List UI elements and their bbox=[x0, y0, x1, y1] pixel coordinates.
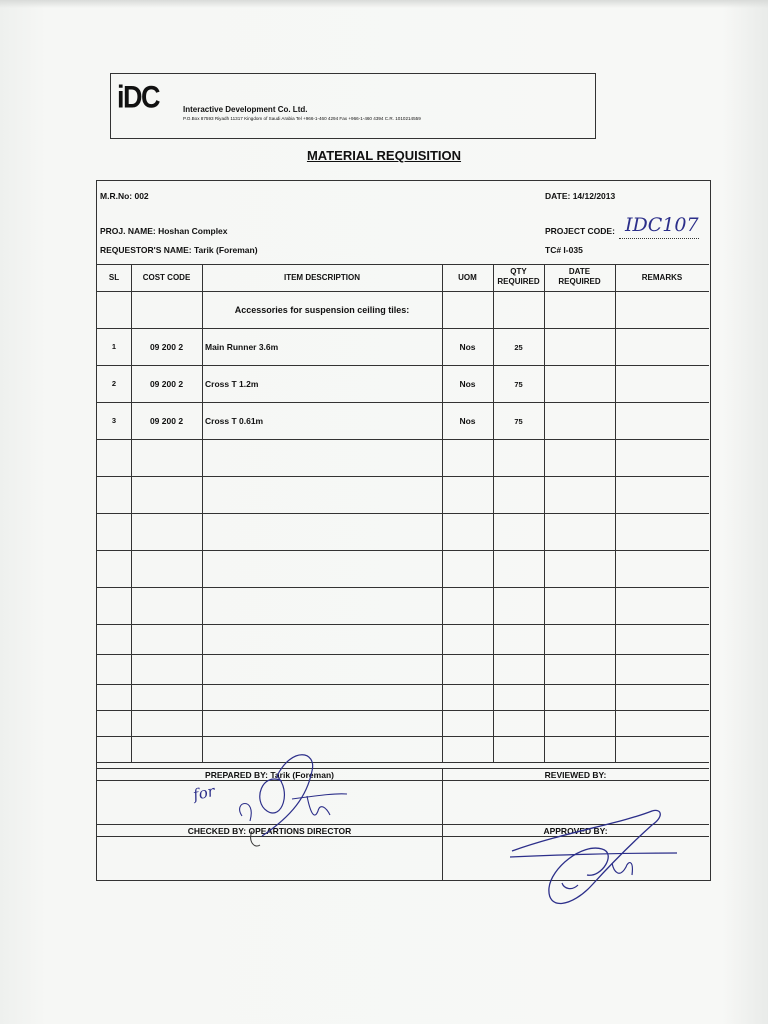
col-header-qty-line2: REQUIRED bbox=[497, 277, 540, 286]
signoff-divider bbox=[442, 768, 443, 880]
company-name: Interactive Development Co. Ltd. bbox=[183, 105, 308, 114]
col-divider bbox=[442, 264, 443, 762]
row-2-cost-code: 09 200 2 bbox=[149, 379, 184, 389]
row-2-description: Cross T 1.2m bbox=[205, 379, 259, 389]
tc-number: TC# I-035 bbox=[545, 245, 583, 255]
row-3-uom: Nos bbox=[459, 416, 476, 426]
col-header-cost-code: COST CODE bbox=[142, 273, 191, 282]
requestor-name: REQUESTOR'S NAME: Tarik (Foreman) bbox=[100, 245, 258, 255]
row-3-cost-code: 09 200 2 bbox=[149, 416, 184, 426]
letterhead-box bbox=[110, 73, 596, 139]
row-1-description: Main Runner 3.6m bbox=[205, 342, 279, 352]
col-header-remarks: REMARKS bbox=[641, 273, 683, 282]
row-line bbox=[97, 654, 709, 655]
row-2-sl: 2 bbox=[111, 379, 117, 388]
row-line bbox=[97, 736, 709, 737]
col-header-item-description: ITEM DESCRIPTION bbox=[283, 273, 360, 282]
approved-by-label: APPROVED BY: bbox=[543, 826, 608, 836]
col-header-qty bbox=[493, 267, 544, 287]
row-3-sl: 3 bbox=[111, 416, 117, 425]
row-line bbox=[97, 365, 709, 366]
col-divider bbox=[131, 264, 132, 762]
row-line bbox=[97, 328, 709, 329]
scan-shadow bbox=[0, 0, 768, 8]
col-header-uom: UOM bbox=[458, 273, 477, 282]
col-divider bbox=[202, 264, 203, 762]
col-divider bbox=[493, 264, 494, 762]
signoff-top-line bbox=[97, 768, 709, 769]
row-line bbox=[97, 684, 709, 685]
col-header-date bbox=[544, 267, 615, 287]
approved-by-signature bbox=[502, 803, 692, 915]
document-title: MATERIAL REQUISITION bbox=[306, 148, 462, 163]
requisition-form bbox=[96, 180, 711, 881]
project-code-label: PROJECT CODE: bbox=[545, 226, 615, 236]
row-3-qty: 75 bbox=[514, 417, 523, 426]
row-line bbox=[97, 550, 709, 551]
row-2-qty: 75 bbox=[514, 380, 523, 389]
request-date: DATE: 14/12/2013 bbox=[545, 191, 616, 201]
table-top-line bbox=[97, 264, 709, 265]
project-code-handwritten: IDC107 bbox=[625, 214, 699, 236]
project-name: PROJ. NAME: Hoshan Complex bbox=[100, 226, 228, 236]
company-logo: iDC bbox=[117, 80, 159, 115]
table-header-line bbox=[97, 291, 709, 292]
prepared-by-label: PREPARED BY: Tarik (Foreman) bbox=[205, 770, 334, 780]
row-line bbox=[97, 513, 709, 514]
col-divider bbox=[615, 264, 616, 762]
row-3-description: Cross T 0.61m bbox=[205, 416, 264, 426]
row-1-cost-code: 09 200 2 bbox=[149, 342, 184, 352]
col-header-qty-line1: QTY bbox=[510, 267, 527, 276]
row-line bbox=[97, 402, 709, 403]
col-header-date-line1: DATE bbox=[568, 267, 591, 276]
reviewed-by-label: REVIEWED BY: bbox=[544, 770, 607, 780]
row-line bbox=[97, 439, 709, 440]
mr-number: M.R.No: 002 bbox=[100, 191, 149, 201]
document-title-row bbox=[0, 147, 768, 165]
prepared-by-signature bbox=[222, 741, 357, 851]
row-1-sl: 1 bbox=[111, 342, 117, 351]
row-1-uom: Nos bbox=[459, 342, 476, 352]
row-2-uom: Nos bbox=[459, 379, 476, 389]
prepared-for-note: for bbox=[191, 781, 217, 805]
company-address: P.O.Box 87593 Riyadh 11317 Kingdom of Saudi Arabia Tel +966-1-460 4294 Fax +966-1-460 4394 C.R. 1010214559 bbox=[183, 116, 421, 121]
table-bottom-line bbox=[97, 762, 709, 763]
row-line bbox=[97, 710, 709, 711]
section-heading: Accessories for suspension ceiling tiles: bbox=[234, 305, 410, 315]
col-header-date-line2: REQUIRED bbox=[558, 277, 601, 286]
signoff-label-line bbox=[97, 780, 709, 781]
row-line bbox=[97, 587, 709, 588]
project-code-line bbox=[619, 238, 699, 239]
checked-by-label: CHECKED BY: OPEARTIONS DIRECTOR bbox=[187, 826, 352, 836]
col-header-sl: SL bbox=[108, 273, 120, 282]
row-line bbox=[97, 624, 709, 625]
row-line bbox=[97, 476, 709, 477]
row-1-qty: 25 bbox=[514, 343, 523, 352]
col-divider bbox=[544, 264, 545, 762]
